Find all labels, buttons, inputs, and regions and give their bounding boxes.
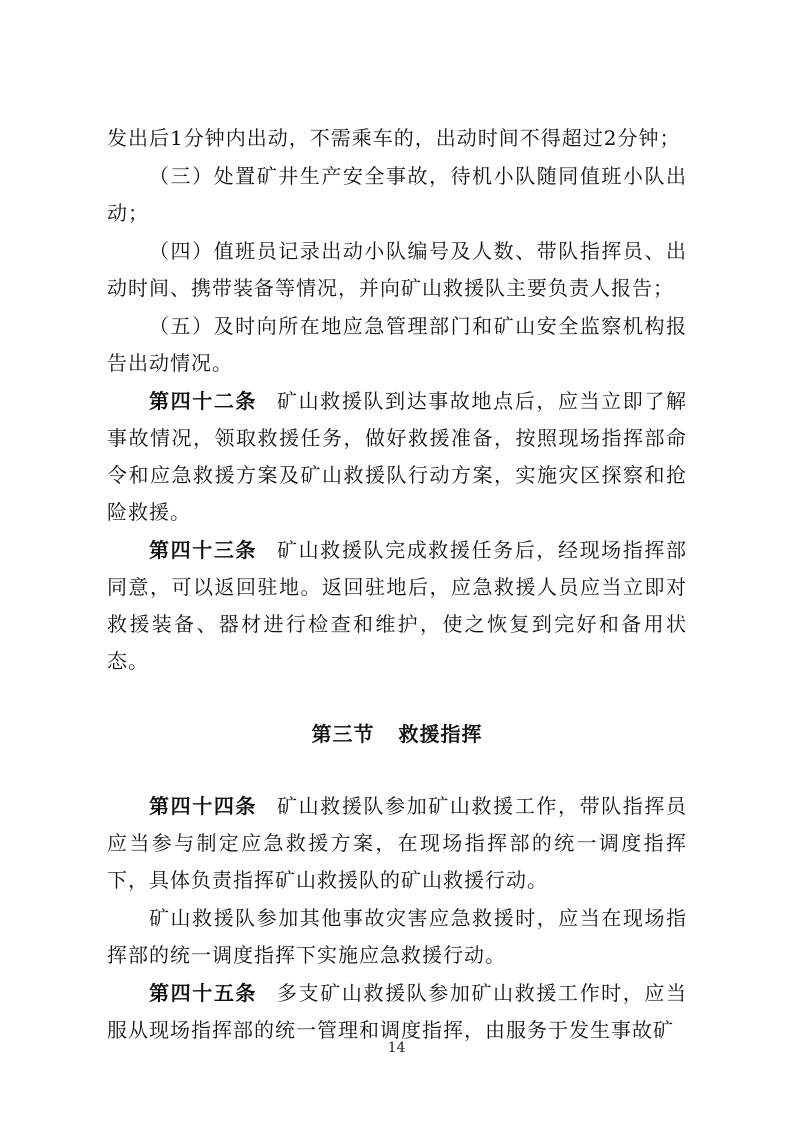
page-content bbox=[107, 120, 687, 1049]
article-44 bbox=[107, 788, 687, 899]
article-number: 第四十三条 bbox=[149, 538, 258, 562]
paragraph-text: （五）及时向所在地应急管理部门和矿山安全监察机构报告出动情况。 bbox=[107, 314, 687, 375]
article-number: 第四十五条 bbox=[149, 981, 258, 1005]
paragraph-text: 发出后1分钟内出动，不需乘车的，出动时间不得超过2分钟； bbox=[107, 126, 681, 150]
page-number: 14 bbox=[387, 1040, 406, 1056]
paragraph-text: （四）值班员记录出动小队编号及人数、带队指挥员、出动时间、携带装备等情况，并向矿山救援队主要负责人报告； bbox=[107, 239, 687, 300]
article-44-paragraph-2 bbox=[107, 900, 687, 974]
paragraph-text: 矿山救援队参加其他事故灾害应急救援时，应当在现场指挥部的统一调度指挥下实施应急救援行动。 bbox=[107, 906, 687, 967]
article-43 bbox=[107, 532, 687, 680]
paragraph-item-4 bbox=[107, 233, 687, 307]
article-42 bbox=[107, 383, 687, 531]
article-45 bbox=[107, 975, 687, 1049]
article-text: 矿山救援队参加矿山救援工作，带队指挥员应当参与制定应急救援方案，在现场指挥部的统一调度指挥下，具体负责指挥矿山救援队的矿山救援行动。 bbox=[107, 794, 688, 892]
section-number: 第三节 bbox=[311, 722, 375, 746]
paragraph-item-3 bbox=[107, 158, 687, 232]
article-text: 矿山救援队到达事故地点后，应当立即了解事故情况，领取救援任务，做好救援准备，按照现场指挥部命令和应急救援方案及矿山救援队行动方案，实施灾区探察和抢险救援。 bbox=[107, 389, 688, 524]
paragraph-text: （三）处置矿井生产安全事故，待机小队随同值班小队出动； bbox=[107, 164, 687, 225]
article-text: 矿山救援队完成救援任务后，经现场指挥部同意，可以返回驻地。返回驻地后，应急救援人员应当立即对救援装备、器材进行检查和维护，使之恢复到完好和备用状态。 bbox=[107, 538, 688, 673]
paragraph-continuation bbox=[107, 120, 687, 157]
article-text: 多支矿山救援队参加矿山救援工作时，应当服从现场指挥部的统一管理和调度指挥，由服务于发生事故矿 bbox=[107, 981, 688, 1042]
article-number: 第四十四条 bbox=[149, 794, 258, 818]
paragraph-item-5 bbox=[107, 308, 687, 382]
section-heading bbox=[107, 714, 687, 754]
section-title: 救援指挥 bbox=[398, 722, 483, 746]
article-number: 第四十二条 bbox=[149, 389, 258, 413]
